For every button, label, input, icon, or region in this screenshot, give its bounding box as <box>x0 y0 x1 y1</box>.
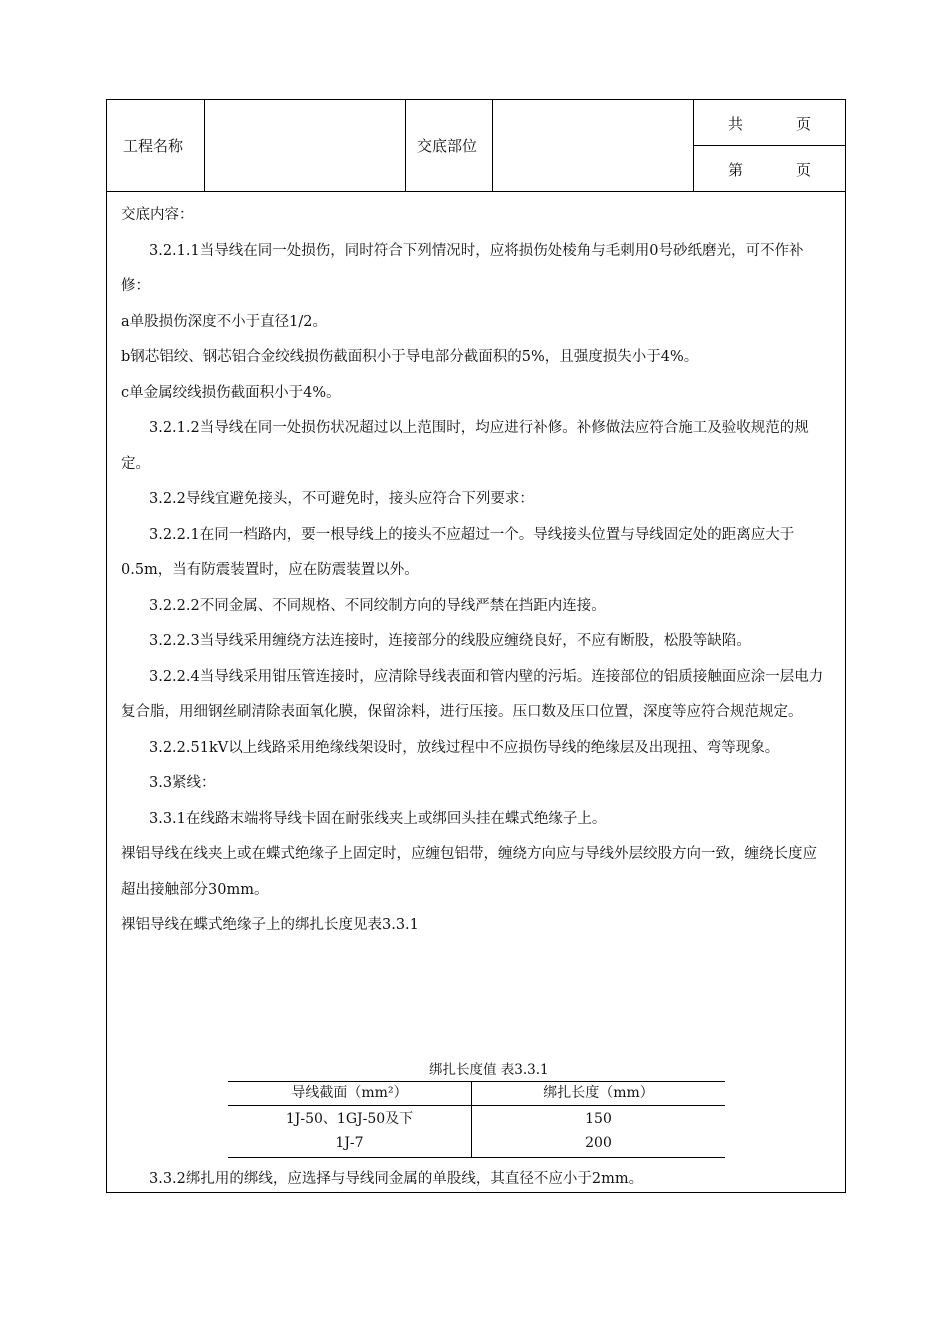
paragraph: b钢芯铝绞、钢芯铝合金绞线损伤截面积小于导电部分截面积的5%，且强度损失小于4%。 <box>121 349 699 365</box>
paragraph: 3.2.2.1在同一档路内，要一根导线上的接头不应超过一个。导线接头位置与导线固定处的距离应大于0.5m，当有防震装置时，应在防震装置以外。 <box>121 526 795 578</box>
header-bottom-rule <box>107 191 845 192</box>
header-divider <box>204 100 205 192</box>
table-header-cell: 导线截面（mm²） <box>291 1085 408 1101</box>
paragraph: 3.3紧线： <box>149 775 216 791</box>
paragraph: 3.2.2导线宜避免接头，不可避免时，接头应符合下列要求： <box>149 491 534 507</box>
paragraph: a单股损伤深度不小于直径1/2。 <box>121 313 327 330</box>
table-row <box>228 1131 725 1155</box>
page-number-label: 第 <box>728 161 744 179</box>
paragraph: 3.2.2.4当导线采用钳压管连接时，应清除导线表面和管内壁的污垢。连接部位的铝质接触面应涂一层电力复合脂，用细钢丝刷清除表面氧化膜，保留涂料，进行压接。压口数及压口位置，深度等应符合规范规定。 <box>121 668 824 720</box>
table-cell: 1J-7 <box>335 1135 364 1151</box>
paragraph: 3.3.1在线路末端将导线卡固在耐张线夹上或绑回头挂在蝶式绝缘子上。 <box>149 810 607 827</box>
binding-length-table <box>228 1081 725 1159</box>
final-paragraph: 3.3.2绑扎用的绑线，应选择与导线同金属的单股线，其直径不应小于2mm。 <box>149 1171 644 1187</box>
project-name-label: 工程名称 <box>123 137 184 155</box>
total-pages-label: 共 <box>728 115 744 133</box>
table-rule <box>228 1157 725 1158</box>
table-header-row <box>228 1081 725 1105</box>
paragraph: 3.2.2.2不同金属、不同规格、不同绞制方向的导线严禁在挡距内连接。 <box>149 597 606 614</box>
header-divider <box>405 100 406 192</box>
handover-form <box>106 99 846 1193</box>
table-header-cell: 绑扎长度（mm） <box>543 1085 654 1101</box>
paragraph: 3.2.2.51kV以上线路采用绝缘线架设时，放线过程中不应损伤导线的绝缘层及出现扭、弯等现象。 <box>149 739 780 756</box>
table-caption: 绑扎长度值 表3.3.1 <box>429 1062 549 1078</box>
content-label: 交底内容： <box>121 207 194 223</box>
header-divider <box>693 145 845 146</box>
table-rule <box>228 1105 725 1106</box>
header-divider <box>693 100 694 192</box>
paragraph: 裸铝导线在线夹上或在蝶式绝缘子上固定时，应缠包铝带，缠绕方向应与导线外层绞股方向一致，缠绕长度应超出接触部分30mm。 <box>121 846 817 898</box>
paragraph: 裸铝导线在蝶式绝缘子上的绑扎长度见表3.3.1 <box>121 917 419 933</box>
total-pages-unit: 页 <box>796 115 812 133</box>
handover-part-label: 交底部位 <box>417 137 478 155</box>
page-number-unit: 页 <box>796 161 812 179</box>
paragraph: c单金属绞线损伤截面积小于4%。 <box>121 384 341 401</box>
table-cell: 1J-50、1GJ-50及下 <box>285 1111 414 1127</box>
handover-content <box>121 198 831 944</box>
table-cell: 150 <box>585 1111 612 1127</box>
paragraph: 3.2.1.2当导线在同一处损伤状况超过以上范围时，均应进行补修。补修做法应符合施工及验收规范的规定。 <box>121 420 809 472</box>
table-row <box>228 1107 725 1131</box>
header-divider <box>492 100 493 192</box>
paragraph: 3.2.1.1当导线在同一处损伤，同时符合下列情况时，应将损伤处棱角与毛刺用0号砂纸磨光，可不作补修： <box>121 242 804 294</box>
table-cell: 200 <box>585 1135 612 1151</box>
paragraph: 3.2.2.3当导线采用缠绕方法连接时，连接部分的线股应缠绕良好，不应有断股，松股等缺陷。 <box>149 633 751 649</box>
